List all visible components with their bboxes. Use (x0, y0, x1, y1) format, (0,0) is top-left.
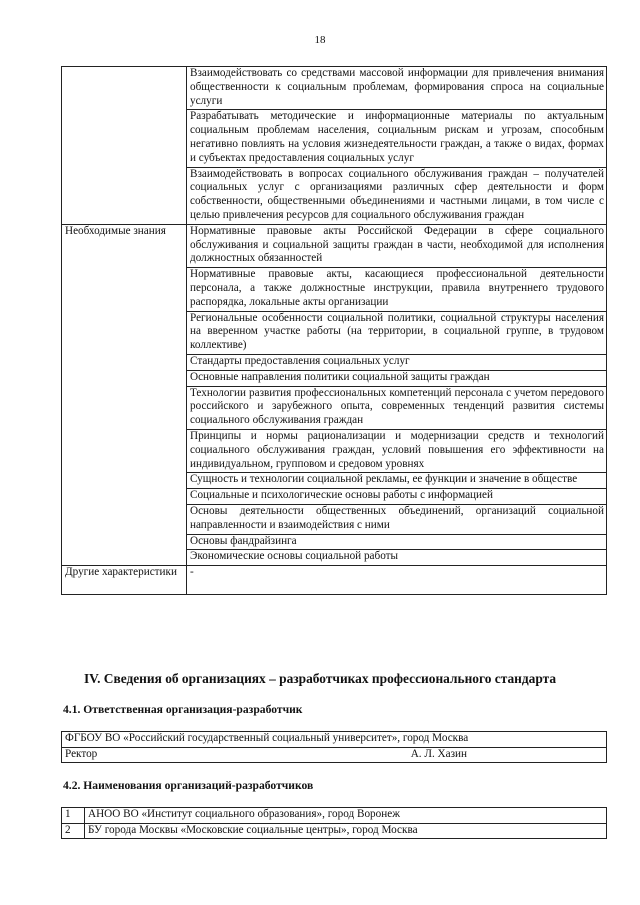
skill-item: Разрабатывать методические и информационные материалы по актуальным социальным проблемам населения, социальным рискам и угрозам, способным негативно повлиять на условия жизнедеятельности граждан, а также о видах, формах и субъектах предоставления социальных услуг (187, 110, 607, 167)
table-row (62, 823, 607, 839)
other-characteristics-value: - (187, 566, 607, 595)
skills-label-cell (62, 67, 187, 225)
org-number: 2 (62, 823, 85, 839)
table-row (62, 808, 607, 824)
section-title: IV. Сведения об организациях – разработчиках профессионального стандарта (83, 671, 557, 686)
responsible-org-heading: 4.1. Ответственная организация-разработчик (63, 703, 303, 716)
table-row (62, 224, 607, 267)
table-row (62, 67, 607, 110)
skill-item: Взаимодействовать в вопросах социального обслуживания граждан – получателей социальных услуг с организациями различных сфер деятельности и форм собственности, общественными объединениями и частными лицами, в том числе с целью привлечения ресурсов для социального обслуживания граждан (187, 167, 607, 224)
required-knowledge-label: Необходимые знания (62, 224, 187, 565)
skill-item: Взаимодействовать со средствами массовой информации для привлечения внимания общественности к социальным проблемам, формирования спроса на социальные услуги (187, 67, 607, 110)
knowledge-item: Экономические основы социальной работы (187, 550, 607, 566)
org-name: БУ города Москвы «Московские социальные центры», город Москва (85, 823, 607, 839)
position-title: Ректор (65, 747, 98, 760)
knowledge-item: Принципы и нормы рационализации и модернизации средств и технологий социального обслуживания граждан, условий повышения его эффективности на индивидуальном, групповом и средовом уровнях (187, 429, 607, 472)
holder-name: А. Л. Хазин (410, 747, 467, 760)
responsible-org-table (61, 731, 607, 763)
developer-orgs-heading: 4.2. Наименования организаций-разработчиков (63, 779, 314, 792)
knowledge-item: Основы фандрайзинга (187, 534, 607, 550)
table-row (62, 566, 607, 595)
knowledge-item: Стандарты предоставления социальных услуг (187, 354, 607, 370)
knowledge-item: Основные направления политики социальной защиты граждан (187, 370, 607, 386)
table-row (62, 747, 607, 763)
page-number: 18 (314, 34, 326, 46)
knowledge-item: Основы деятельности общественных объединений, организаций социальной направленности и взаимодействия с ними (187, 504, 607, 534)
responsible-org-name: ФГБОУ ВО «Российский государственный социальный университет», город Москва (62, 732, 607, 748)
developer-orgs-table (61, 807, 607, 839)
responsible-org-signatory (62, 747, 607, 763)
other-characteristics-label: Другие характеристики (62, 566, 187, 595)
knowledge-item: Нормативные правовые акты Российской Федерации в сфере социального обслуживания и социальной защиты граждан в части, необходимой для исполнения должностных обязанностей (187, 224, 607, 267)
knowledge-item: Региональные особенности социальной политики, социальной структуры населения на вверенном участке работы (на территории, в социальной группе, в трудовом коллективе) (187, 311, 607, 354)
table-row (62, 732, 607, 748)
knowledge-item: Сущность и технологии социальной рекламы, ее функции и значение в обществе (187, 473, 607, 489)
org-name: АНОО ВО «Институт социального образования», город Воронеж (85, 808, 607, 824)
knowledge-item: Нормативные правовые акты, касающиеся профессиональной деятельности персонала, а также должностные инструкции, правила внутреннего трудового распорядка, локальные акты организации (187, 268, 607, 311)
knowledge-item: Социальные и психологические основы работы с информацией (187, 489, 607, 505)
labor-functions-table (61, 66, 607, 595)
org-number: 1 (62, 808, 85, 824)
knowledge-item: Технологии развития профессиональных компетенций персонала с учетом передового российского и зарубежного опыта, современных тенденций развития системы социального обслуживания граждан (187, 386, 607, 429)
